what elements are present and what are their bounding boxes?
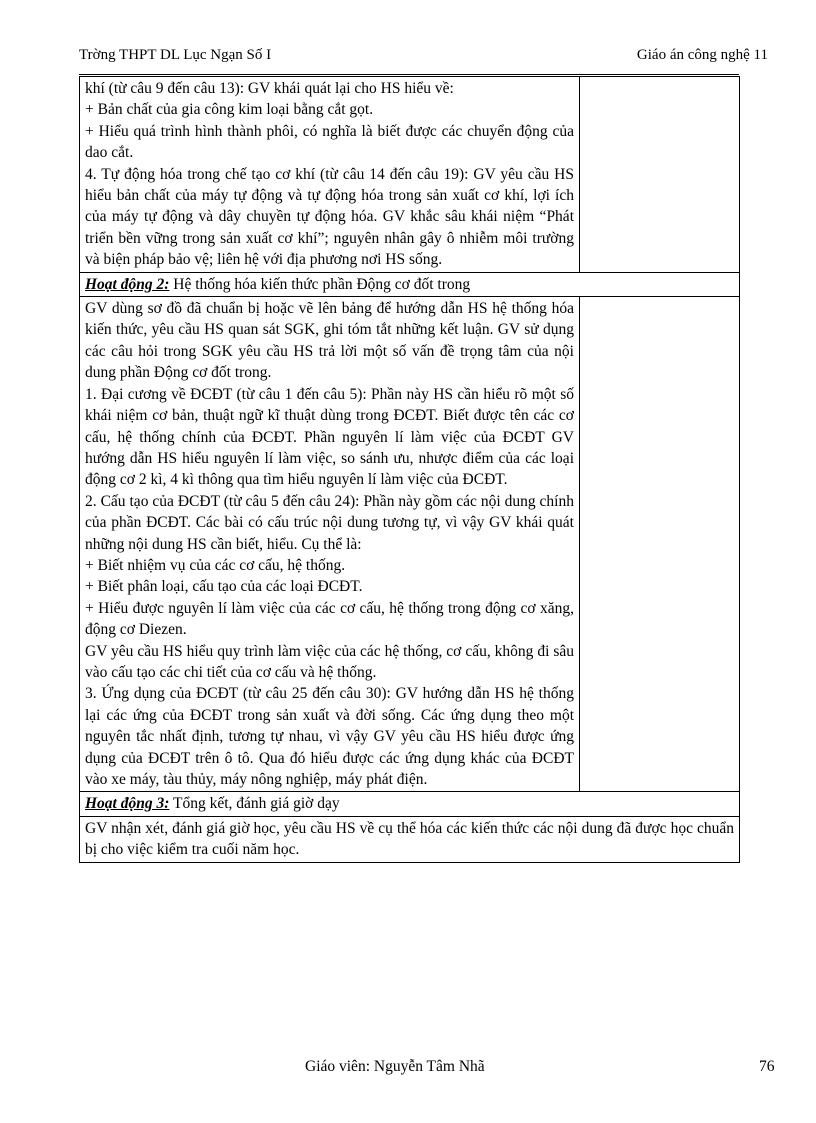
activity3-title-row: [80, 792, 740, 816]
section1-paragraph: + Bản chất của gia công kim loại bằng cắt gọt.: [85, 101, 374, 119]
activity2-paragraph: + Hiểu được nguyên lí làm việc của các cơ cấu, hệ thống trong động cơ xăng, động cơ Diezen.: [85, 599, 574, 639]
header-rule: [79, 74, 739, 75]
school-name: Trờng THPT DL Lục Ngạn Số I: [79, 47, 272, 63]
lesson-table: [79, 76, 740, 863]
page-number: 76: [759, 1058, 775, 1075]
activity2-row: [80, 297, 740, 792]
activity2-label: Hoạt động 2:: [85, 275, 170, 293]
activity3-row: [80, 816, 740, 862]
activity2-paragraph: GV dùng sơ đồ đã chuẩn bị hoặc vẽ lên bảng để hướng dẫn HS hệ thống hóa kiến thức, yêu cầu HS quan sát SGK, ghi tóm tắt những kết luận. GV sử dụng các câu hỏi trong SGK yêu cầu HS trả lời một số vấn đề trọng tâm của nội dung phần Động cơ đốt trong.: [85, 300, 574, 382]
activity2-content: [80, 297, 580, 792]
activity2-title-row: [80, 272, 740, 296]
activity2-notes-cell: [580, 297, 740, 792]
section1-notes-cell: [580, 77, 740, 273]
activity2-paragraph: 1. Đại cương về ĐCĐT (từ câu 1 đến câu 5): Phần này HS cần hiểu rõ một số khái niệm cơ bản, thuật ngữ kĩ thuật dùng trong ĐCĐT. Biết được tên các cơ cấu, hệ thống chính của ĐCĐT. Phần nguyên lí làm việc của ĐCĐT GV hướng dẫn HS hiểu nguyên lí làm việc, so sánh ưu, nhược điểm của các loại động cơ 2 kì, 4 kì thông qua tìm hiểu nguyên lí làm việc của ĐCĐT.: [85, 385, 574, 489]
section1-paragraph: khí (từ câu 9 đến câu 13): GV khái quát lại cho HS hiểu về:: [85, 80, 454, 97]
section1-row: [80, 77, 740, 273]
activity2-heading: Hệ thống hóa kiến thức phần Động cơ đốt trong: [169, 275, 471, 293]
activity2-paragraph: + Biết phân loại, cấu tạo của các loại ĐCĐT.: [85, 578, 363, 596]
activity3-label: Hoạt động 3:: [85, 795, 170, 813]
activity2-title: [80, 272, 740, 296]
activity3-content: [80, 816, 740, 862]
activity2-paragraph: GV yêu cầu HS hiểu quy trình làm việc của các hệ thống, cơ cấu, không đi sâu vào cấu tạo các chi tiết của cơ cấu và hệ thống.: [85, 642, 574, 681]
document-subject: Giáo án công nghệ 11: [636, 47, 768, 63]
teacher-name: Giáo viên: Nguyễn Tâm Nhã: [305, 1058, 485, 1075]
activity2-paragraph: 3. Ứng dụng của ĐCĐT (từ câu 25 đến câu 30): GV hướng dẫn HS hệ thống lại các ứng của ĐCĐT trong sản xuất và đời sống. Các ứng dụng theo một nguyên tắc nhất định, tương tự nhau, vì vậy GV yêu cầu HS hiểu được ứng dụng của ĐCĐT trên ô tô. Qua đó hiểu được các ứng dụng khác của ĐCĐT vào xe máy, tàu thủy, máy nông nghiệp, máy phát điện.: [85, 685, 574, 788]
activity3-paragraph: GV nhận xét, đánh giá giờ học, yêu cầu HS về cụ thể hóa các kiến thức các nội dung đã được học chuẩn bị cho việc kiểm tra cuối năm học.: [85, 819, 734, 859]
activity3-heading: Tổng kết, đánh giá giờ dạy: [169, 795, 340, 813]
activity2-paragraph: 2. Cấu tạo của ĐCĐT (từ câu 5 đến câu 24): Phần này gồm các nội dung chính của phần ĐCĐT. Các bài có cấu trúc nội dung tương tự, vì vậy GV khái quát những nội dung HS cần biết, hiểu. Cụ thể là:: [85, 492, 574, 553]
section1-paragraph: 4. Tự động hóa trong chế tạo cơ khí (từ câu 14 đến câu 19): GV yêu cầu HS hiểu bản chất của máy tự động và tự động hóa trong sản xuất cơ khí, lợi ích của máy tự động và dây chuyền tự động hóa. GV khắc sâu khái niệm “Phát triển bền vững trong sản xuất cơ khí”; nguyên nhân gây ô nhiễm môi trường và biện pháp bảo vệ; liên hệ với địa phương nơi HS sống.: [85, 165, 574, 269]
page-header: [79, 47, 768, 67]
activity3-title: [80, 792, 740, 816]
section1-paragraph: + Hiểu quá trình hình thành phôi, có nghĩa là biết được các chuyển động của dao cắt.: [85, 122, 574, 162]
page-footer: [0, 1058, 816, 1080]
section1-content: [80, 77, 580, 273]
activity2-paragraph: + Biết nhiệm vụ của các cơ cấu, hệ thống.: [85, 556, 346, 574]
